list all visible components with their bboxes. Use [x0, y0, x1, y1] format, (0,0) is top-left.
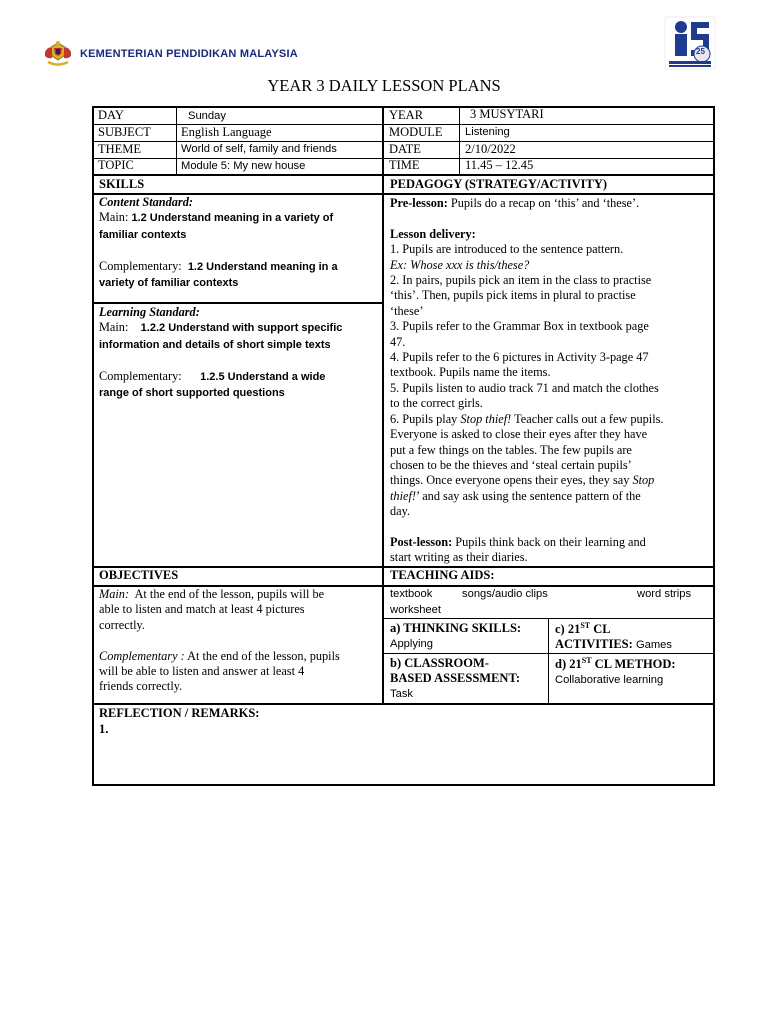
topic-label: TOPIC [98, 158, 134, 172]
cl-activities-label-2: ACTIVITIES: Games [555, 637, 672, 651]
skills-heading: SKILLS [99, 177, 145, 191]
objective-comp-2: will be able to listen and answer at least 4 [99, 664, 305, 679]
reflection-heading: REFLECTION / REMARKS: [99, 706, 260, 720]
post-lesson-label: Post-lesson: [390, 534, 453, 549]
post-lesson-text-2: start writing as their diaries. [390, 550, 528, 565]
year-value: 3 MUSYTARI [470, 107, 544, 121]
ls-comp-text-1: 1.2.5 Understand a wide [200, 370, 326, 383]
objective-main-1: At the end of the lesson, pupils will be [134, 587, 325, 601]
delivery-line: chosen to be the thieves and ‘steal certain pupils’ [390, 457, 632, 472]
delivery-line: to the correct girls. [390, 396, 483, 411]
assessment-label-1: b) CLASSROOM- [390, 656, 489, 670]
pedagogy-heading: PEDAGOGY (STRATEGY/ACTIVITY) [390, 177, 608, 191]
objective-comp-3: friends correctly. [99, 679, 183, 694]
theme-value: World of self, family and friends [181, 143, 337, 155]
school-badge-logo [664, 16, 716, 70]
cs-main-text-1: 1.2 Understand meaning in a variety of [131, 212, 334, 225]
delivery-line: 2. In pairs, pupils pick an item in the class to practise [390, 273, 652, 288]
ministry-crest-logo [40, 40, 76, 70]
objectives-heading: OBJECTIVES [99, 568, 179, 582]
delivery-line: put a few things on the tables. The few pupils are [390, 442, 632, 457]
theme-label: THEME [98, 142, 142, 156]
delivery-line: ‘this’. Then, pupils pick items in plural to practise [390, 288, 636, 303]
time-label: TIME [389, 158, 420, 172]
cl-activities-value: Games [635, 639, 672, 651]
item6-text-a: 6. Pupils play [390, 411, 458, 426]
date-label: DATE [389, 142, 421, 156]
cl-method-label: d) 21ST CL METHOD: [555, 656, 676, 672]
ls-comp-text-2: range of short supported questions [99, 387, 285, 400]
item6-game-name: Stop thief! [460, 411, 512, 426]
date-value: 2/10/2022 [465, 142, 516, 156]
delivery-line: 5. Pupils listen to audio track 71 and match the clothes [390, 380, 659, 395]
objective-comp-1: At the end of the lesson, pupils [187, 648, 340, 663]
document-title: YEAR 3 DAILY LESSON PLANS [267, 76, 501, 95]
module-value: Listening [465, 126, 510, 138]
delivery-line: 47. [390, 334, 406, 349]
item6-text-c: things. Once everyone opens their eyes, they say [390, 473, 630, 488]
teaching-aids-heading: TEACHING AIDS: [390, 568, 495, 582]
delivery-line: ‘these’ [390, 303, 424, 318]
objective-main-3: correctly. [99, 617, 145, 632]
item6-stop-1: Stop [632, 473, 655, 488]
ls-main-text-1: 1.2.2 Understand with support specific [140, 322, 343, 335]
item6-text-d: ’ and say ask using the sentence pattern of the [415, 488, 641, 503]
cl-activities-label: c) 21ST CL [555, 621, 611, 637]
cl-method-value: Collaborative learning [555, 674, 664, 686]
cs-comp-text-1: 1.2 Understand meaning in a [187, 260, 338, 273]
thinking-skills-label: a) THINKING SKILLS: [390, 621, 522, 635]
thinking-skills-value: Applying [390, 638, 433, 650]
delivery-line: Everyone is asked to close their eyes after they have [390, 427, 648, 442]
ls-main-text-2: information and details of short simple texts [99, 338, 331, 351]
pre-lesson-text: Pupils do a recap on ‘this’ and ‘these’. [450, 196, 640, 210]
pedagogy-body [390, 196, 712, 566]
topic-value: Module 5: My new house [181, 160, 306, 172]
assessment-label-2: BASED ASSESSMENT: [390, 671, 521, 685]
content-standard-label: Content Standard: [99, 195, 193, 209]
module-label: MODULE [389, 125, 443, 139]
post-lesson-text-1: Pupils think back on their learning and [455, 534, 646, 549]
ls-comp-prefix: Complementary: [99, 368, 182, 383]
time-value: 11.45 – 12.45 [465, 158, 534, 172]
day-value: Sunday [188, 110, 226, 122]
delivery-line: 1. Pupils are introduced to the sentence pattern. [390, 242, 624, 257]
learning-standard [99, 305, 379, 401]
aid-textbook: textbook [390, 588, 433, 600]
content-standard [99, 195, 379, 291]
ls-main-prefix: Main: [99, 320, 129, 335]
ministry-name: KEMENTERIAN PENDIDIKAN MALAYSIA [80, 48, 298, 60]
pre-lesson-label: Pre-lesson: [390, 196, 448, 210]
aid-worksheet: worksheet [390, 604, 441, 616]
reflection-item: 1. [99, 722, 109, 736]
subject-label: SUBJECT [98, 125, 151, 139]
day-label: DAY [98, 108, 124, 122]
item6-stop-2: thief! [390, 488, 416, 503]
delivery-line: 3. Pupils refer to the Grammar Box in textbook page [390, 319, 649, 334]
delivery-line: textbook. Pupils name the items. [390, 365, 551, 380]
badge-number: 25 [696, 47, 705, 56]
objective-comp-label: Complementary : [99, 648, 185, 663]
cs-comp-prefix: Complementary: [99, 258, 182, 273]
lesson-delivery-label: Lesson delivery: [390, 226, 476, 241]
item6-text-b: Teacher calls out a few pupils. [514, 411, 664, 426]
aid-word-strips: word strips [637, 588, 692, 600]
objectives-body [99, 587, 379, 695]
subject-value: English Language [181, 125, 272, 139]
aid-audio-clips: songs/audio clips [462, 588, 548, 600]
objective-main-label: Main: [99, 587, 130, 601]
delivery-line: Ex: Whose xxx is this/these? [390, 257, 530, 272]
cs-comp-text-2: variety of familiar contexts [99, 277, 239, 290]
year-label: YEAR [389, 108, 424, 122]
cs-main-prefix: Main: [99, 210, 129, 225]
cs-main-text-2: familiar contexts [99, 228, 187, 241]
item6-text-e: day. [390, 504, 411, 519]
learning-standard-label: Learning Standard: [99, 305, 200, 319]
objective-main-2: able to listen and match at least 4 pictures [99, 602, 305, 617]
delivery-line: 4. Pupils refer to the 6 pictures in Activity 3-page 47 [390, 350, 649, 365]
assessment-value: Task [390, 688, 414, 700]
